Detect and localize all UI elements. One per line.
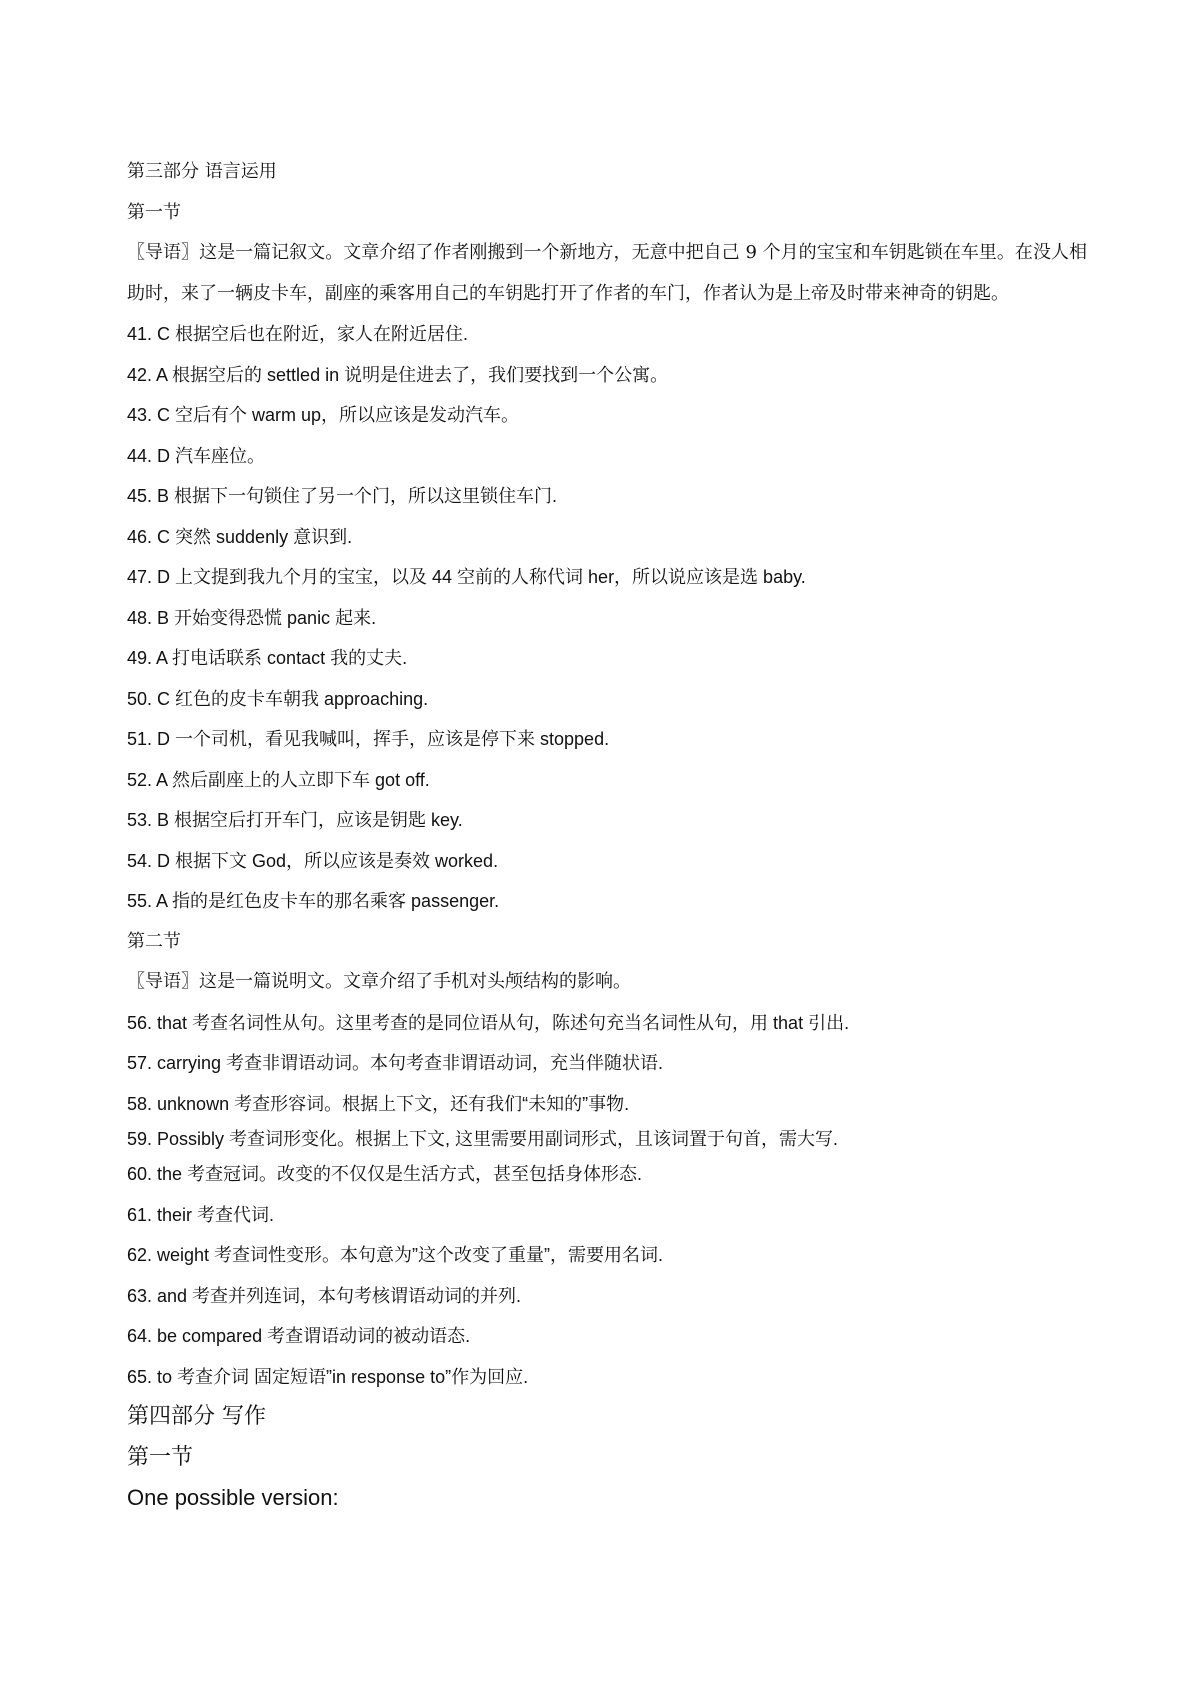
answer-46: 46. C 突然 suddenly 意识到. (127, 526, 353, 547)
answer-51: 51. D 一个司机，看见我喊叫，挥手，应该是停下来 stopped. (127, 729, 610, 749)
part4-section1-heading: 第一节 (127, 1444, 194, 1470)
answer-53: 53. B 根据空后打开车门，应该是钥匙 key. (127, 810, 463, 830)
section2-answer-list (127, 1003, 1087, 1398)
part3-section2-intro: 〖导语〗这是一篇说明文。文章介绍了手机对头颅结构的影响。 (127, 971, 631, 992)
answer-55: 55. A 指的是红色皮卡车的那名乘客 passenger. (127, 891, 500, 911)
answer-44: 44. D 汽车座位。 (127, 445, 266, 466)
answer-54: 54. D 根据下文 God，所以应该是奏效 worked. (127, 850, 499, 871)
answer-48: 48. B 开始变得恐慌 panic 起来. (127, 607, 377, 628)
answer-64: 64. be compared 考查谓语动词的被动语态. (127, 1326, 471, 1346)
answer-58: 58. unknown 考查形容词。根据上下文，还有我们“未知的”事物. (127, 1093, 630, 1114)
part3-section1-intro: 〖导语〗这是一篇记叙文。文章介绍了作者刚搬到一个新地方，无意中把自己 9 个月的宝宝和车钥匙锁在车里。在没人相助时，来了一辆皮卡车，副座的乘客用自己的车钥匙打开了作者的车门，作者认为是上帝及时带来神奇的钥匙。 (127, 242, 1087, 304)
answer-52: 52. A 然后副座上的人立即下车 got off. (127, 769, 430, 790)
answer-59: 59. Possibly 考查词形变化。根据上下文, 这里需要用副词形式，且该词置于句首，需大写. (127, 1129, 839, 1149)
answer-63: 63. and 考查并列连词，本句考核谓语动词的并列. (127, 1285, 522, 1306)
answer-45: 45. B 根据下一句锁住了另一个门，所以这里锁住车门. (127, 486, 558, 506)
answer-61: 61. their 考查代词. (127, 1204, 275, 1225)
part3-section1-heading: 第一节 (127, 201, 181, 223)
answer-56: 56. that 考查名词性从句。这里考查的是同位语从句，陈述句充当名词性从句，用 that 引出. (127, 1012, 850, 1033)
answer-65: 65. to 考查介词 固定短语”in response to”作为回应. (127, 1366, 529, 1387)
answer-50: 50. C 红色的皮卡车朝我 approaching. (127, 688, 429, 709)
answer-49: 49. A 打电话联系 contact 我的丈夫. (127, 648, 408, 668)
answer-60: 60. the 考查冠词。改变的不仅仅是生活方式，甚至包括身体形态. (127, 1164, 643, 1184)
answer-42: 42. A 根据空后的 settled in 说明是住进去了，我们要找到一个公寓。 (127, 364, 669, 385)
answer-62: 62. weight 考查词性变形。本句意为”这个改变了重量”，需要用名词. (127, 1245, 664, 1265)
answer-57: 57. carrying 考查非谓语动词。本句考查非谓语动词，充当伴随状语. (127, 1053, 664, 1073)
part4-heading: 第四部分 写作 (127, 1404, 266, 1429)
answer-41: 41. C 根据空后也在附近，家人在附近居住. (127, 324, 469, 344)
answer-47: 47. D 上文提到我九个月的宝宝，以及 44 空前的人称代词 her，所以说应该是选 baby. (127, 567, 806, 587)
section1-answer-list (127, 314, 1087, 922)
part3-section2-heading: 第二节 (127, 930, 181, 952)
possible-version-label: One possible version: (127, 1485, 339, 1510)
answer-43: 43. C 空后有个 warm up，所以应该是发动汽车。 (127, 405, 520, 425)
answer-document (127, 152, 1087, 1519)
part3-heading: 第三部分 语言运用 (127, 161, 277, 182)
